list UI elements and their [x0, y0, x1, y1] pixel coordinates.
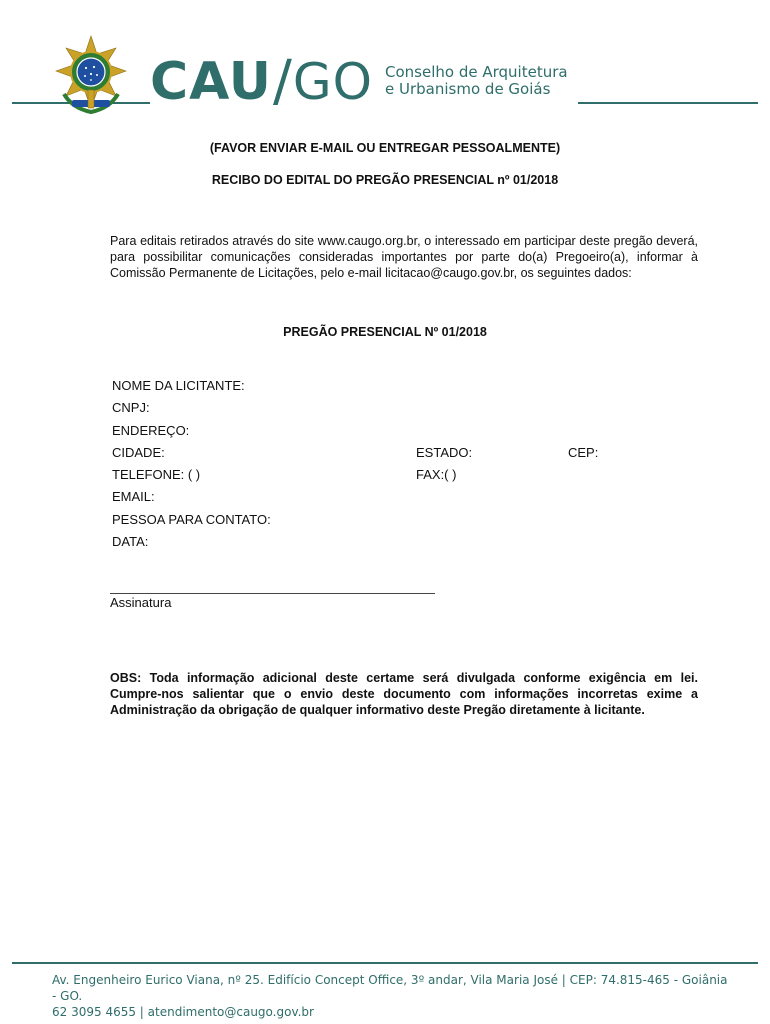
brazil-coat-of-arms-seal [50, 34, 132, 116]
council-name-line1: Conselho de Arquitetura [385, 63, 568, 81]
form-row-telefone [112, 464, 712, 486]
form-row-nome [112, 375, 712, 397]
obs-note: OBS: Toda informação adicional deste certame será divulgada conforme exigência em lei. Cumpre-nos salientar que o envio deste documento com informações incorretas exime a Administração da obrigação de qualquer informativo deste Pregão diretamente à licitante. [110, 671, 698, 717]
footer-rule [12, 962, 758, 964]
brand-go: GO [292, 53, 374, 111]
document-title: RECIBO DO EDITAL DO PREGÃO PRESENCIAL nº 01/2018 [211, 173, 559, 187]
form-row-data [112, 531, 712, 553]
brand-cau: CAU [150, 52, 273, 112]
footer-address [52, 972, 732, 1020]
footer-line2: 62 3095 4655 | atendimento@caugo.gov.br [52, 1005, 314, 1019]
cau-go-logo [150, 44, 578, 114]
form-row-pessoa [112, 509, 712, 531]
bidder-form [112, 375, 712, 553]
field-label-cep: CEP: [568, 444, 599, 460]
signature-label: Assinatura [110, 595, 172, 610]
field-label-telefone: TELEFONE: ( ) [112, 467, 201, 483]
field-label-pessoa: PESSOA PARA CONTATO: [112, 511, 271, 527]
footer-line1: Av. Engenheiro Eurico Viana, nº 25. Edifício Concept Office, 3º andar, Vila Maria José | CEP: 74.815-465 - Goiânia - GO. [52, 973, 728, 1003]
form-row-email [112, 486, 712, 508]
field-label-data: DATA: [112, 534, 149, 550]
field-label-cnpj: CNPJ: [112, 400, 150, 416]
form-row-cidade [112, 442, 712, 464]
delivery-instruction: (FAVOR ENVIAR E-MAIL OU ENTREGAR PESSOALMENTE) [209, 141, 561, 155]
council-name-line2: e Urbanismo de Goiás [385, 80, 551, 98]
signature-line [110, 593, 435, 594]
brand-slash: / [273, 49, 292, 114]
form-row-cnpj [112, 397, 712, 419]
document-subtitle: PREGÃO PRESENCIAL Nº 01/2018 [283, 325, 487, 339]
field-label-estado: ESTADO: [416, 444, 473, 460]
form-row-endereco [112, 420, 712, 442]
field-label-cidade: CIDADE: [112, 444, 165, 460]
field-label-nome: NOME DA LICITANTE: [112, 378, 245, 393]
field-label-email: EMAIL: [112, 489, 155, 505]
council-name [385, 64, 568, 108]
intro-paragraph: Para editais retirados através do site www.caugo.org.br, o interessado em participar deste pregão deverá, para possibilitar comunicações consideradas importantes por parte do(a) Pregoeiro(a), informar à Comissão Permanente de Licitações, pelo e-mail licitacao@caugo.gov.br, os seguintes dados: [110, 234, 698, 280]
field-label-fax: FAX:( ) [416, 467, 457, 483]
field-label-endereco: ENDEREÇO: [112, 422, 190, 438]
